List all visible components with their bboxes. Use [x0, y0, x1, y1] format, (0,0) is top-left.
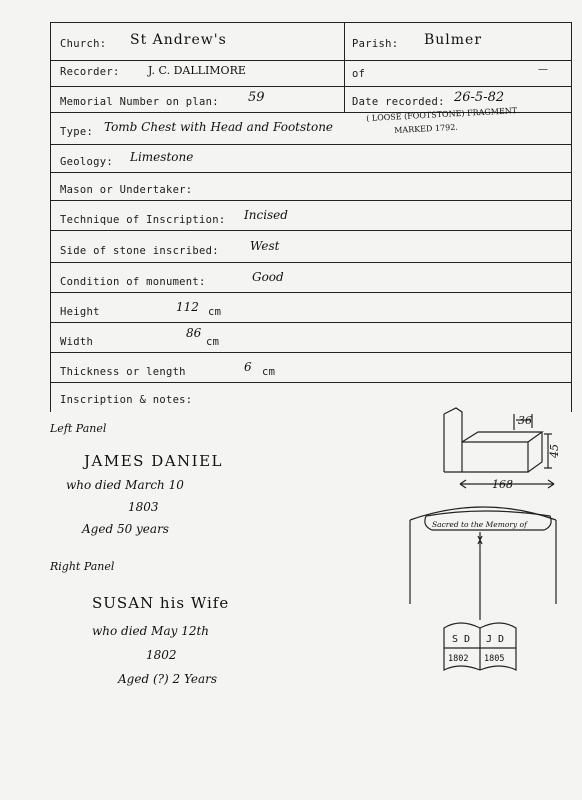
width-value: 86 [186, 326, 202, 340]
book-right-year: 1805 [484, 654, 505, 664]
recorder-label: Recorder: [60, 66, 120, 78]
church-label: Church: [60, 38, 107, 50]
column-divider [344, 22, 345, 112]
type-note-line2: MARKED 1792. [394, 122, 459, 135]
right-panel-line2: 1802 [146, 648, 177, 662]
parish-label: Parish: [352, 38, 399, 50]
type-value: Tomb Chest with Head and Footstone [104, 120, 334, 134]
left-panel-line2: 1803 [128, 500, 159, 514]
height-value: 112 [176, 300, 199, 314]
mason-label: Mason or Undertaker: [60, 184, 193, 196]
left-panel-heading: Left Panel [50, 422, 107, 435]
width-label: Width [60, 336, 94, 348]
left-panel-line1: who died March 10 [66, 478, 184, 492]
height-unit: cm [208, 306, 222, 318]
technique-label: Technique of Inscription: [60, 214, 226, 226]
headstone-sketch [404, 500, 564, 700]
row-divider [50, 60, 572, 61]
row-divider [50, 322, 572, 323]
row-divider [50, 262, 572, 263]
book-left-year: 1802 [448, 654, 469, 664]
thickness-value: 6 [244, 360, 252, 374]
of-label: of [352, 68, 366, 80]
row-divider [50, 382, 572, 383]
row-divider [50, 86, 572, 87]
row-divider [50, 144, 572, 145]
technique-value: Incised [244, 208, 288, 222]
row-divider [50, 230, 572, 231]
form-top-border [50, 22, 572, 23]
dim-length-label: 168 [492, 478, 513, 491]
condition-value: Good [252, 270, 284, 284]
left-panel-line3: Aged 50 years [82, 522, 169, 536]
right-panel-heading: Right Panel [50, 560, 115, 573]
memorial-number-label: Memorial Number on plan: [60, 96, 219, 108]
inscription-label: Inscription & notes: [60, 394, 193, 406]
tomb-chest-sketch [432, 406, 572, 496]
thickness-label: Thickness or length [60, 366, 186, 378]
date-recorded-value: 26-5-82 [454, 90, 505, 105]
form-left-border [50, 22, 51, 412]
left-panel-name: JAMES DANIEL [84, 452, 224, 470]
church-value: St Andrew's [130, 32, 227, 48]
row-divider [50, 172, 572, 173]
book-right-initials: J D [486, 634, 505, 645]
recorder-value: J. C. DALLIMORE [148, 64, 246, 77]
row-divider [50, 352, 572, 353]
parish-value: Bulmer [424, 32, 483, 48]
thickness-unit: cm [262, 366, 276, 378]
row-divider [50, 200, 572, 201]
date-recorded-label: Date recorded: [352, 96, 445, 108]
scroll-text: Sacred to the Memory of [432, 520, 527, 529]
book-left-initials: S D [452, 634, 471, 645]
right-panel-line1: who died May 12th [92, 624, 210, 638]
side-label: Side of stone inscribed: [60, 245, 219, 257]
form-right-border [571, 22, 572, 412]
row-divider [50, 292, 572, 293]
type-label: Type: [60, 126, 94, 138]
condition-label: Condition of monument: [60, 276, 206, 288]
width-unit: cm [206, 336, 220, 348]
height-label: Height [60, 306, 100, 318]
side-value: West [250, 239, 280, 253]
geology-value: Limestone [130, 150, 194, 164]
dim-top-label: 36 [518, 414, 532, 427]
type-note-line1: ( LOOSE (FOOTSTONE) FRAGMENT [366, 106, 518, 123]
dim-side-label: 45 [548, 444, 561, 458]
right-panel-line3: Aged (?) 2 Years [118, 672, 218, 686]
memorial-number-value: 59 [248, 90, 265, 105]
of-value: — [538, 64, 548, 75]
right-panel-name: SUSAN his Wife [92, 594, 230, 612]
geology-label: Geology: [60, 156, 113, 168]
